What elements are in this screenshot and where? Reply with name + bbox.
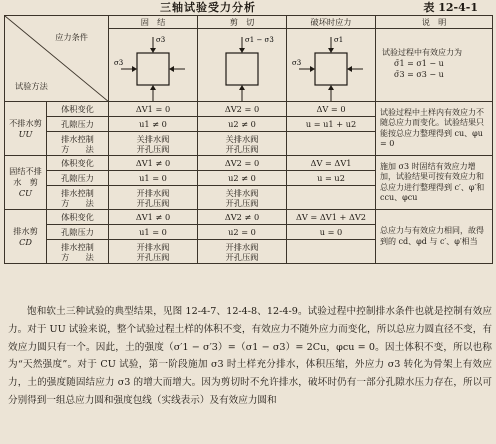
cell-volume-cons: ΔV1 = 0 [109,102,198,117]
desc-header [376,16,493,102]
row-label-pore: 孔隙压力 [47,117,109,132]
drain-label-line-1: 排水控制 [61,187,94,198]
header-row [5,16,493,102]
cell-volume-failure: ΔV = 0 [287,102,376,117]
table-title-bar [0,1,496,15]
col-desc-label: 说 明 [376,16,492,29]
header-desc-line-3: σ̄3 = σ3 − u [394,70,444,79]
cell-drain-cons [109,240,198,264]
table-title: 三轴试验受力分析 [160,1,256,14]
shear-stress-diagram [200,29,284,101]
cell-drain-shear [198,240,287,264]
row-label-volume: 体积变化 [47,156,109,171]
failure-header [287,16,376,102]
col-consolidation-label: 固 结 [109,16,197,29]
cell-volume-failure: ΔV = ΔV1 + ΔV2 [287,210,376,225]
cell-volume-shear: ΔV2 ≠ 0 [198,210,287,225]
pore-valve: 开孔压阀 [136,251,170,262]
group-name-cd [5,210,47,264]
failure-stress-diagram [289,29,373,101]
drain-valve: 开排水阀 [136,241,170,252]
pore-valve: 开孔压阀 [225,251,259,262]
group-label-line: CU [18,188,33,198]
cell-pore-failure: u = 0 [287,225,376,240]
cell-drain-failure-empty [287,240,376,264]
test-method-label: 试验方法 [15,81,48,91]
group-name-uu [5,102,47,156]
row-label-volume: 体积变化 [47,210,109,225]
drain-valve: 开排水阀 [225,241,259,252]
body-paragraph [8,303,492,410]
cell-pore-failure: u = u1 + u2 [287,117,376,132]
cell-pore-shear: u2 = 0 [198,225,287,240]
row-label-drain [47,240,109,264]
row-label-drain [47,132,109,156]
group-label-line: 固结不排 [9,166,42,176]
desc-cu: 施加 σ3 时固结有效应力增加，试验结果可按有效应力和总应力进行整理得到 c′、φ′和 ccu、φcu [376,156,493,210]
stress-analysis-table [4,15,493,264]
consolidation-stress-diagram [111,29,195,101]
group-label-line: UU [18,128,33,139]
cell-pore-cons: u1 = 0 [109,225,198,240]
cell-pore-shear: u2 ≠ 0 [198,117,287,132]
col-shear-label: 剪 切 [198,16,286,29]
consolidation-header [109,16,198,102]
cell-drain-cons [109,186,198,210]
stress-condition-label: 应力条件 [55,32,88,42]
failure-sigma-left: σ3 [292,59,302,67]
desc-cd: 总应力与有效应力相同，故得到的 cd、φd 与 c′、φ′相当 [376,210,493,264]
desc-uu: 试验过程中土样内有效应力不随总应力而变化。试验结果只能按总应力整理得到 cu、φu = 0 [376,102,493,156]
drain-valve: 关排水阀 [136,133,170,144]
drain-label-line-2: 方 法 [61,251,94,262]
group-label-line: 不排水剪 [9,117,42,128]
table-row [5,102,493,117]
drain-valve: 关排水阀 [225,187,259,198]
col-failure-label: 破坏时应力 [287,16,375,29]
failure-sigma-top: σ1 [334,36,344,44]
cell-pore-failure: u = u2 [287,171,376,186]
drain-label-line-2: 方 法 [61,197,94,208]
row-label-pore: 孔隙压力 [47,171,109,186]
row-label-volume: 体积变化 [47,102,109,117]
cell-volume-cons: ΔV1 ≠ 0 [109,210,198,225]
pore-valve: 开孔压阀 [225,197,259,208]
pore-valve: 开孔压阀 [225,143,259,154]
cell-volume-shear: ΔV2 = 0 [198,156,287,171]
table-row [5,210,493,225]
cell-volume-cons: ΔV1 ≠ 0 [109,156,198,171]
cell-drain-failure-empty [287,186,376,210]
cell-volume-shear: ΔV2 = 0 [198,102,287,117]
pore-valve: 开孔压阀 [136,197,170,208]
drain-valve: 关排水阀 [225,133,259,144]
table-number: 表 12-4-1 [423,1,478,14]
cell-pore-shear: u2 ≠ 0 [198,171,287,186]
pore-valve: 开孔压阀 [136,143,170,154]
drain-label-line-2: 方 法 [61,143,94,154]
group-label-line: 水 剪 [13,177,38,187]
consolidation-sigma-top: σ3 [156,36,166,44]
paragraph-text: 饱和软土三种试验的典型结果，见图 12-4-7、12-4-8、12-4-9。试验过程中控制排水条件也就是控制有效应力。对于 UU 试验来说，整个试验过程土样的体积不变，有效应力不随外应力而变化，所以总应力圆直径不变，有效应力圆只有一个。因此，土的强度（σ′1 − σ′3）=（σ1 − σ3）= 2Cu，φcu = 0。因土体积不变，所以也称为“天然强度”。对于 CU 试验，第一阶段施加 σ3 时土样充分排水，体积压缩，外应力 σ3 转化为骨架上有效应力，土的强度随固结应力 σ3 的增大而增大。因为剪切时不允许排水，破坏时仍有一部分孔隙水压力存在，所以可分别得到一组总应力圆和强度包线（实线表示）及有效应力圆和 [8,306,492,406]
cell-drain-shear [198,132,287,156]
group-label-line: CD [19,236,32,247]
row-label-pore: 孔隙压力 [47,225,109,240]
table-row [5,156,493,171]
diagonal-header-cell [5,16,109,102]
cell-drain-cons [109,132,198,156]
row-label-drain [47,186,109,210]
header-desc-line-1: 试验过程中有效应力为 [382,48,462,57]
shear-sigma-top: σ1 − σ3 [245,36,274,44]
consolidation-sigma-left: σ3 [114,59,124,67]
drain-label-line-1: 排水控制 [61,133,94,144]
group-name-cu [5,156,47,210]
drain-label-line-1: 排水控制 [61,241,94,252]
cell-drain-failure-empty [287,132,376,156]
drain-valve: 开排水阀 [136,187,170,198]
cell-volume-failure: ΔV = ΔV1 [287,156,376,171]
cell-pore-cons: u1 = 0 [109,171,198,186]
header-desc-line-2: σ̄1 = σ1 − u [394,59,444,68]
shear-header [198,16,287,102]
cell-drain-shear [198,186,287,210]
group-label-line: 排水剪 [13,225,38,236]
cell-pore-cons: u1 ≠ 0 [109,117,198,132]
